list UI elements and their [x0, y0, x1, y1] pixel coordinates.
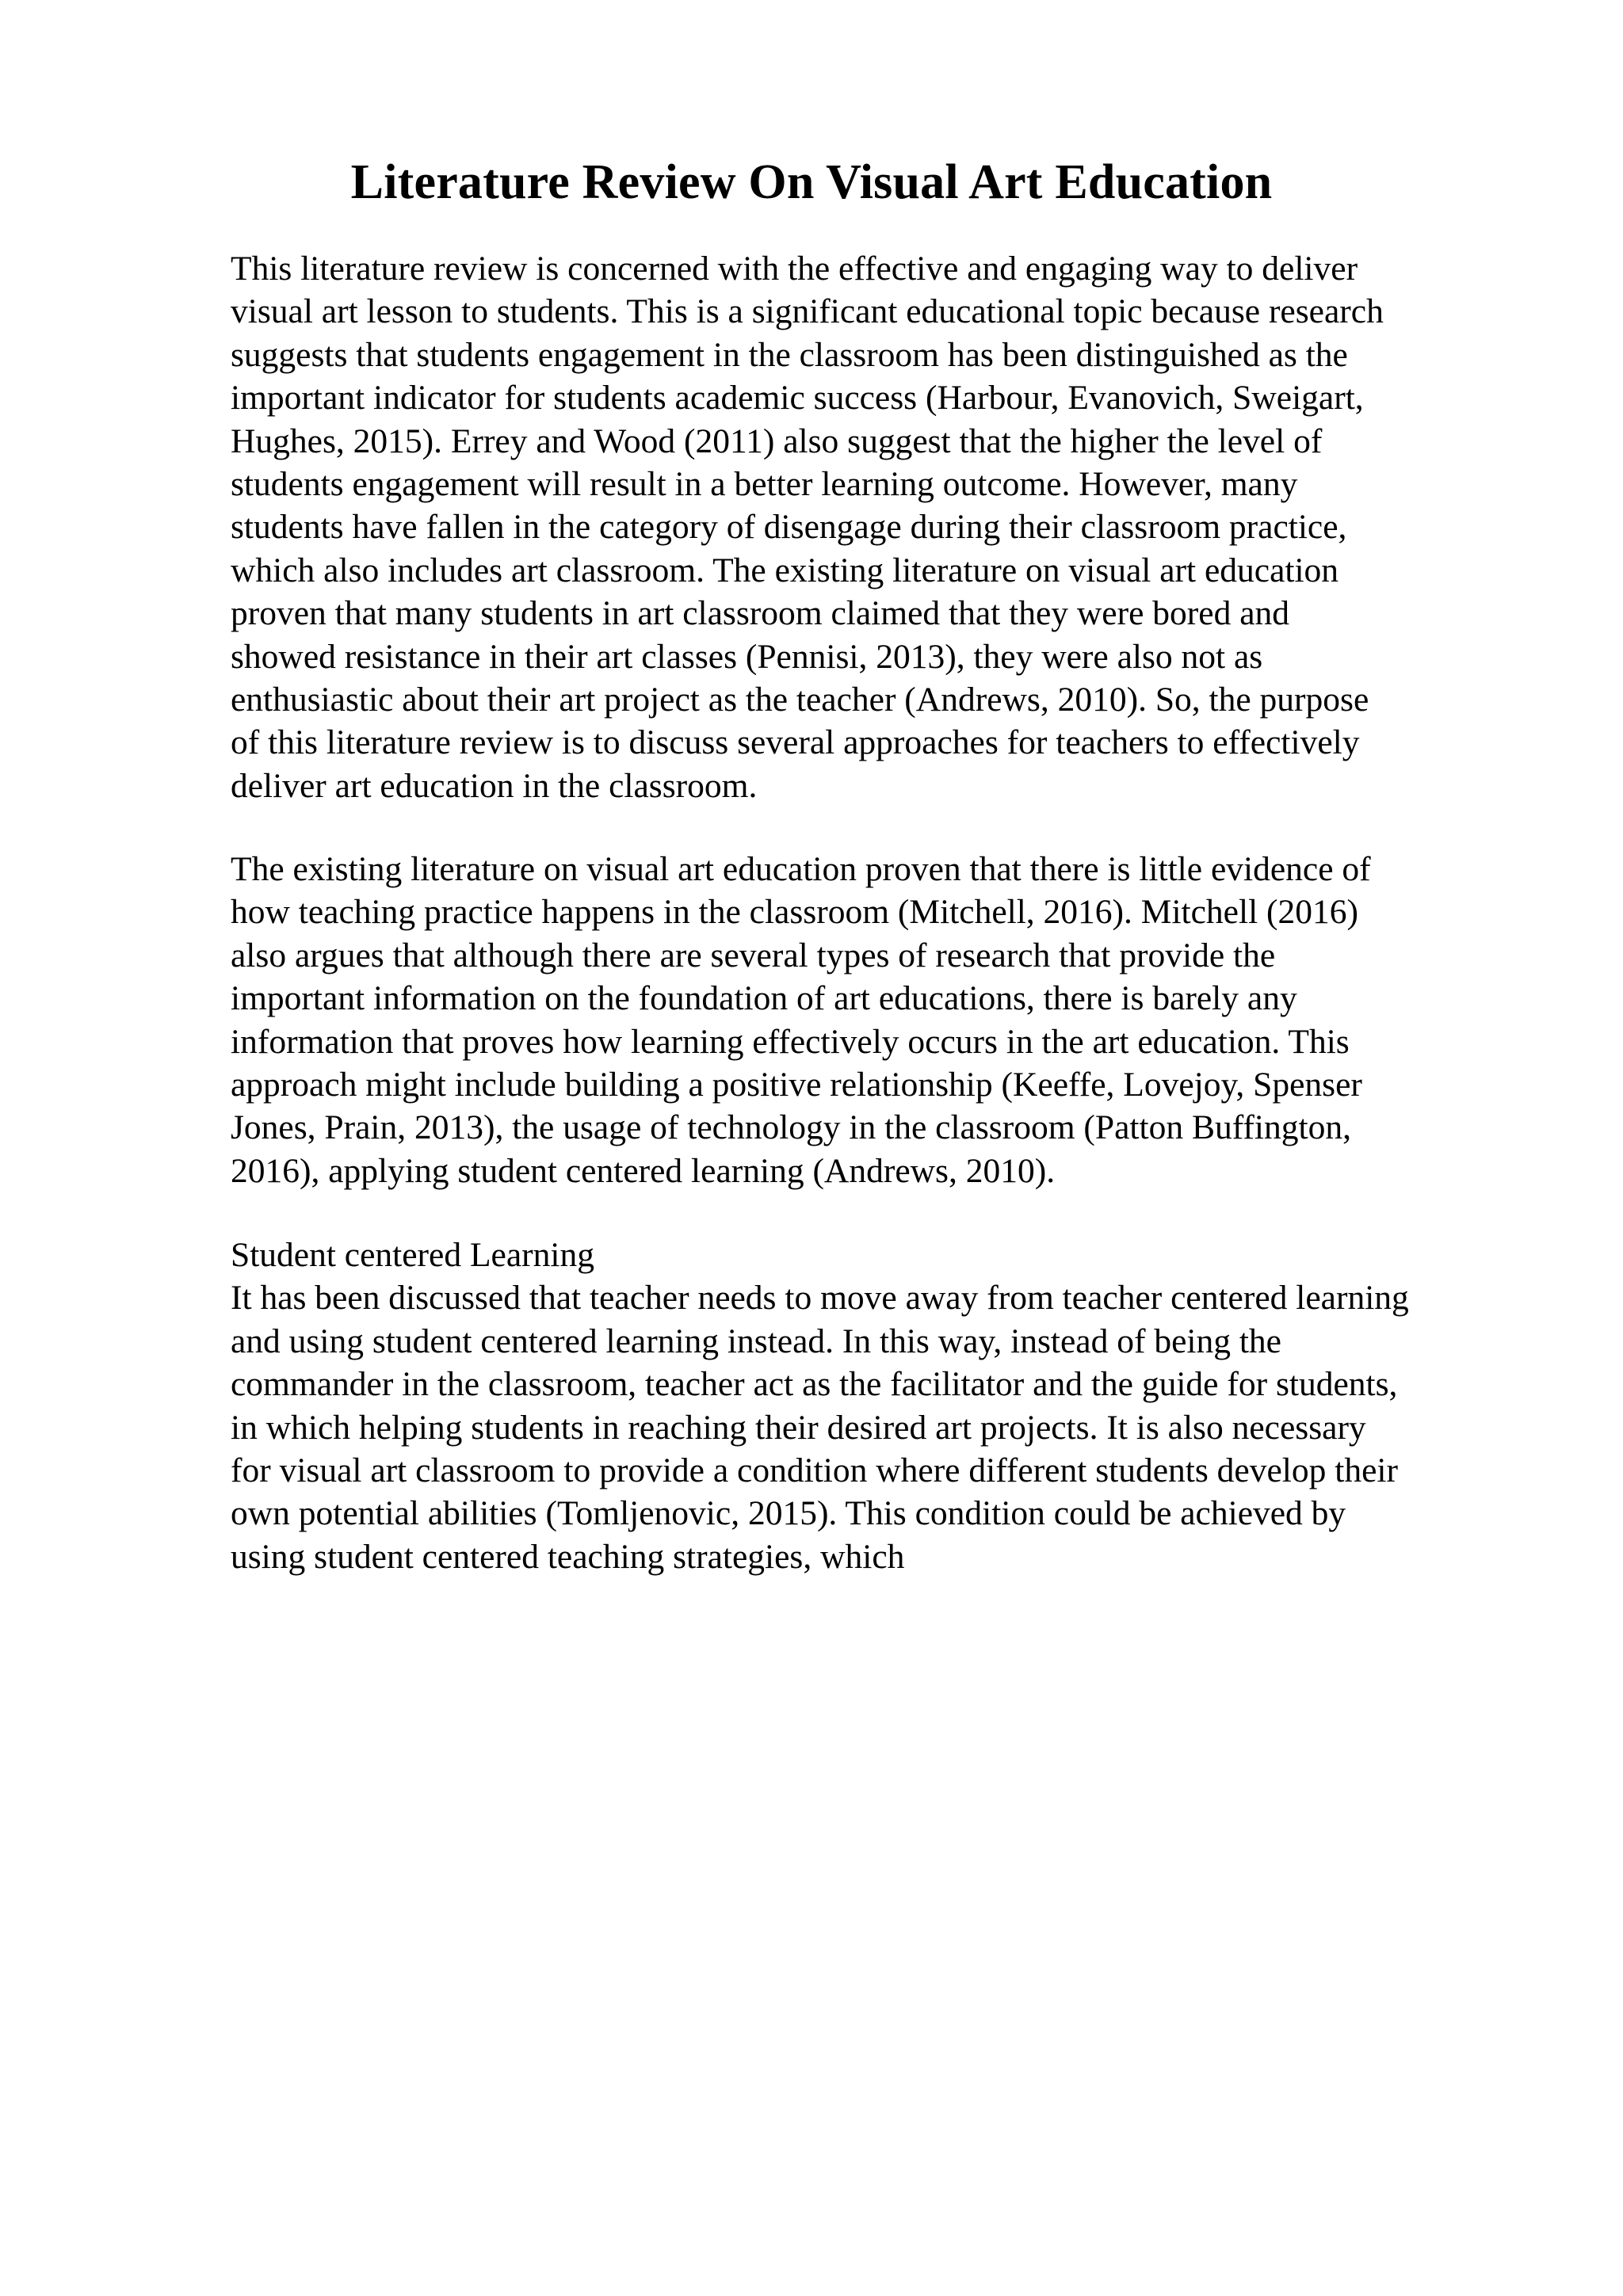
- text-line: suggests that students engagement in the classroom has been distinguished as the: [231, 335, 1348, 374]
- text-line: This literature review is concerned with the effective and engaging way to deliver: [231, 250, 1358, 288]
- text-line: Hughes, 2015). Errey and Wood (2011) also suggest that the higher the level of: [231, 421, 1323, 460]
- text-line: how teaching practice happens in the classroom (Mitchell, 2016). Mitchell (2016): [231, 893, 1359, 932]
- text-line: important information on the foundation of art educations, there is barely any: [231, 979, 1297, 1018]
- text-line: own potential abilities (Tomljenovic, 2015). This condition could be achieved by: [231, 1494, 1346, 1533]
- paragraph-introduction: [231, 247, 1530, 807]
- text-line: important indicator for students academic success (Harbour, Evanovich, Sweigart,: [231, 379, 1364, 418]
- document-title: Literature Review On Visual Art Education: [350, 155, 1273, 209]
- text-line: approach might include building a positive relationship (Keeffe, Lovejoy, Spenser: [231, 1065, 1362, 1104]
- text-line: It has been discussed that teacher needs to move away from teacher centered learning: [231, 1279, 1409, 1318]
- text-line: students have fallen in the category of disengage during their classroom practice,: [231, 508, 1347, 547]
- text-line: for visual art classroom to provide a condition where different students develop their: [231, 1451, 1398, 1489]
- text-line: information that proves how learning effectively occurs in the art education. This: [231, 1022, 1350, 1061]
- text-line: proven that many students in art classroom claimed that they were bored and: [231, 594, 1290, 633]
- text-line: which also includes art classroom. The existing literature on visual art education: [231, 551, 1339, 589]
- text-line: students engagement will result in a better learning outcome. However, many: [231, 464, 1298, 503]
- text-line: enthusiastic about their art project as the teacher (Andrews, 2010). So, the purpose: [231, 680, 1369, 719]
- text-line: visual art lesson to students. This is a significant educational topic because research: [231, 292, 1384, 331]
- text-line: in which helping students in reaching their desired art projects. It is also necessary: [231, 1408, 1366, 1447]
- text-line: The existing literature on visual art education proven that there is little evidence of: [231, 850, 1371, 888]
- section-heading: Student centered Learning: [231, 1236, 594, 1274]
- text-line: deliver art education in the classroom.: [231, 766, 758, 805]
- text-line: commander in the classroom, teacher act as the facilitator and the guide for students,: [231, 1365, 1398, 1404]
- paragraph-existing-literature: [231, 848, 1530, 1192]
- text-line: also argues that although there are several types of research that provide the: [231, 936, 1276, 974]
- text-line: and using student centered learning instead. In this way, instead of being the: [231, 1322, 1281, 1360]
- text-line: using student centered teaching strategies, which: [231, 1537, 905, 1576]
- text-line: showed resistance in their art classes (Pennisi, 2013), they were also not as: [231, 637, 1263, 676]
- section-student-centered-learning: [231, 1234, 1530, 1578]
- text-line: 2016), applying student centered learning (Andrews, 2010).: [231, 1151, 1056, 1190]
- text-line: of this literature review is to discuss several approaches for teachers to effectively: [231, 723, 1360, 762]
- text-line: Jones, Prain, 2013), the usage of technology in the classroom (Patton Buffington,: [231, 1108, 1351, 1147]
